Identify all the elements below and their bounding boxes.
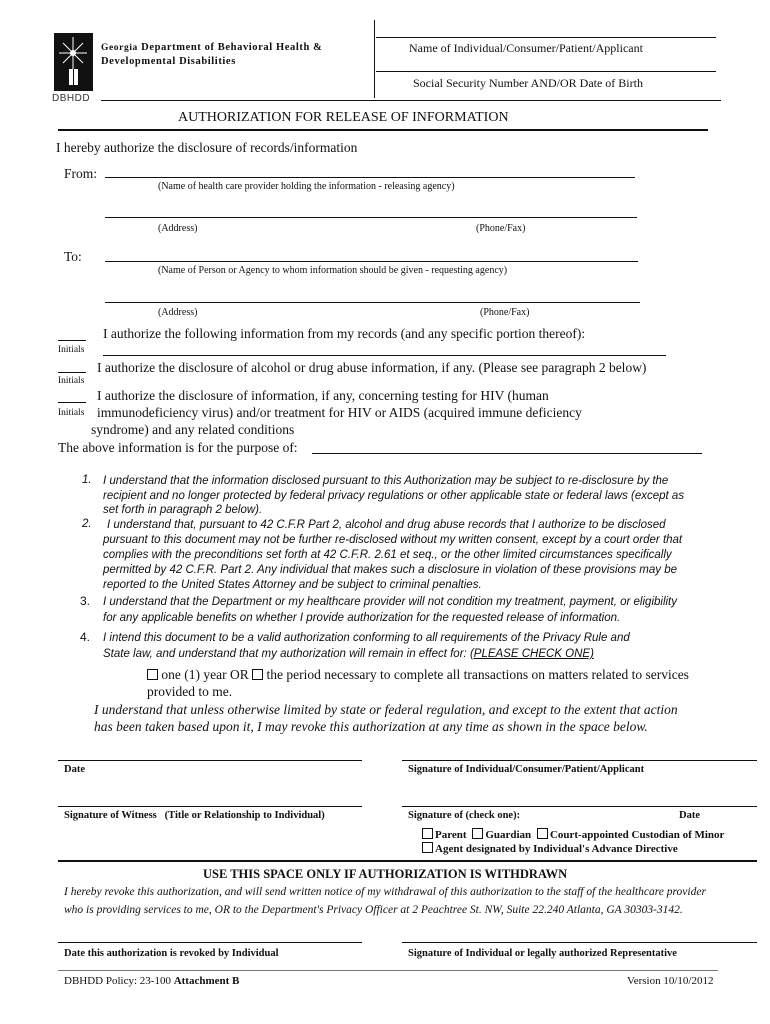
custodian-checkbox[interactable] [537, 828, 548, 839]
period-necessary-label: the period necessary to complete all transactions on matters related to services [266, 667, 689, 682]
initials-item-3-line3: syndrome) and any related conditions [91, 422, 295, 437]
intro-text: I hereby authorize the disclosure of records/information [56, 140, 358, 155]
to-person-caption: (Name of Person or Agency to whom information should be given - requesting agency) [158, 265, 508, 276]
parent-checkbox[interactable] [422, 828, 433, 839]
to-person-field[interactable] [105, 261, 638, 262]
to-address-field[interactable] [105, 302, 640, 303]
page-title: AUTHORIZATION FOR RELEASE OF INFORMATION [178, 110, 509, 125]
from-phone-caption: (Phone/Fax) [476, 223, 526, 234]
representative-date-label: Date [679, 810, 700, 821]
initials-item-3-line1: I authorize the disclosure of information, if any, concerning testing for HIV (human [97, 388, 549, 403]
para-1: I understand that the information disclosed pursuant to this Authorization may be subject to re-disclosure by the recipient and no longer protected by federal privacy regulations or other applicable state or federal laws (except as set forth in paragraph 2 below). [103, 475, 685, 516]
para-3: I understand that the Department or my healthcare provider will not condition my treatment, payment, or eligibility for any applicable benefits on whether I provide authorization for the requested release of information. [103, 596, 678, 624]
individual-signature-line[interactable] [402, 760, 757, 761]
initials-label-1: Initials [58, 345, 85, 355]
withdraw-heading: USE THIS SPACE ONLY IF AUTHORIZATION IS WITHDRAWN [203, 867, 568, 881]
initials-label-3: Initials [58, 408, 85, 418]
agent-option [422, 842, 678, 855]
to-label: To: [64, 249, 82, 264]
agent-label: Agent designated by Individual's Advance Directive [435, 843, 678, 855]
one-year-label: one (1) year OR [161, 667, 249, 682]
guardian-checkbox[interactable] [472, 828, 483, 839]
to-phone-caption: (Phone/Fax) [480, 307, 530, 318]
guardian-label: Guardian [485, 829, 532, 841]
purpose-label: The above information is for the purpose of: [58, 440, 298, 455]
footer-policy: DBHDD Policy: 23-100 Attachment B [64, 975, 240, 987]
from-address-field[interactable] [105, 217, 637, 218]
initials-field-1[interactable] [58, 340, 86, 341]
initials-item-2-text: I authorize the disclosure of alcohol or drug abuse information, if any. (Please see paragraph 2 below) [97, 360, 647, 375]
revoke-signature-label: Signature of Individual or legally authorized Representative [408, 948, 677, 959]
witness-signature-line[interactable] [58, 806, 362, 807]
para-2: I understand that, pursuant to 42 C.F.R Part 2, alcohol and drug abuse records that I authorize to be disclosed pursuant to this document may not be further re-disclosed without my written consent, except by a court order that complies with the preconditions set forth at 42 C.F.R. 2.61 et seq., or the other limited circumstances specifically permitted by 42 C.F.R. Part 2. Any individual that makes such a disclosure in violation of these provisions may be reported to the United States Attorney and be subject to criminal penalties. [103, 519, 683, 591]
specific-info-field[interactable] [103, 355, 666, 356]
individual-signature-label: Signature of Individual/Consumer/Patient/Applicant [408, 764, 645, 775]
para-2-num: 2. [82, 518, 92, 530]
duration-options [147, 667, 689, 683]
initials-item-1-text: I authorize the following information from my records (and any specific portion thereof): [103, 326, 586, 341]
revoke-note: I understand that unless otherwise limited by state or federal regulation, and except to the extent that action has been taken based upon it, I may revoke this authorization at any time as shown in the space below. [94, 702, 678, 734]
para-1-num: 1. [82, 474, 92, 486]
date-label: Date [64, 764, 85, 775]
purpose-field[interactable] [312, 453, 702, 454]
ssn-dob-label: Social Security Number AND/OR Date of Birth [413, 76, 643, 90]
revoke-signature-line[interactable] [402, 942, 757, 943]
period-necessary-label-cont: provided to me. [147, 684, 233, 699]
parent-label: Parent [435, 829, 467, 841]
org-name-line2: Developmental Disabilities [101, 56, 236, 67]
star-logo-icon [54, 33, 93, 91]
withdraw-text-line1: I hereby revoke this authorization, and will send written notice of my withdrawal of this authorization to the staff of the healthcare provider [64, 886, 706, 898]
initials-item-3-line2: immunodeficiency virus) and/or treatment for HIV or AIDS (acquired immune deficiency [97, 405, 582, 420]
initials-label-2: Initials [58, 376, 85, 386]
logo-text: DBHDD [52, 93, 91, 104]
para-4: I intend this document to be a valid authorization conforming to all requirements of the Privacy Rule and State law, and understand that my authorization will remain in effect for: (PLEASE CHECK ONE) [103, 632, 630, 660]
initials-field-2[interactable] [58, 372, 86, 373]
custodian-label: Court-appointed Custodian of Minor [549, 829, 725, 841]
date-revoked-label: Date this authorization is revoked by Individual [64, 948, 279, 959]
para-4-num: 4. [80, 630, 91, 644]
from-label: From: [64, 166, 98, 181]
to-address-caption: (Address) [158, 307, 198, 318]
agent-checkbox[interactable] [422, 842, 433, 853]
period-necessary-checkbox[interactable] [252, 669, 263, 680]
org-name-line1: Georgia Department of Behavioral Health & [101, 42, 323, 53]
from-provider-caption: (Name of health care provider holding the information - releasing agency) [158, 181, 455, 192]
para-3-num: 3. [80, 594, 91, 608]
witness-signature-label: Signature of Witness (Title or Relationship to Individual) [64, 810, 325, 821]
dbhdd-logo [54, 33, 93, 91]
individual-name-label: Name of Individual/Consumer/Patient/Applicant [409, 41, 643, 55]
relationship-options [422, 828, 724, 841]
date-signature-line[interactable] [58, 760, 362, 761]
representative-signature-line[interactable] [402, 806, 757, 807]
initials-field-3[interactable] [58, 402, 86, 403]
date-revoked-line[interactable] [58, 942, 362, 943]
one-year-checkbox[interactable] [147, 669, 158, 680]
withdraw-text-line2: who is providing services to me, OR to the Department's Privacy Officer at 2 Peachtree St. NW, Suite 22.240 Atlanta, GA 30303-3142. [64, 904, 683, 916]
from-provider-field[interactable] [105, 177, 635, 178]
signature-check-label: Signature of (check one): [408, 810, 521, 821]
footer-version: Version 10/10/2012 [627, 975, 714, 987]
from-address-caption: (Address) [158, 223, 198, 234]
